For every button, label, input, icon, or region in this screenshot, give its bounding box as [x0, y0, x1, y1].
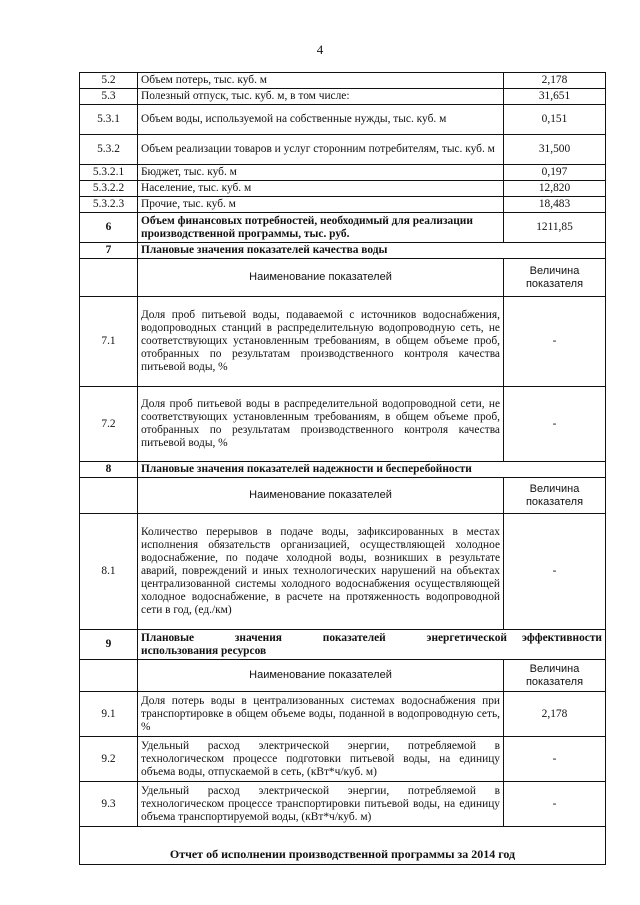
row-number: 5.3.1	[80, 105, 138, 135]
section-title-line1-tail: эффективности	[521, 631, 602, 644]
table-row	[80, 89, 606, 105]
row-number: 5.3.2.1	[80, 165, 138, 181]
column-header-name: Наименование показателей	[138, 660, 504, 692]
row-number: 7.2	[80, 387, 138, 462]
row-value: -	[504, 514, 606, 630]
row-value: 2,178	[504, 73, 606, 89]
row-text: Прочие, тыс. куб. м	[138, 197, 504, 213]
row-number: 9.3	[80, 782, 138, 827]
row-number: 5.3.2.2	[80, 181, 138, 197]
table-row	[80, 387, 606, 462]
row-value: 0,197	[504, 165, 606, 181]
row-text: Полезный отпуск, тыс. куб. м, в том числе:	[138, 89, 504, 105]
table-row	[80, 73, 606, 89]
column-header-name: Наименование показателей	[138, 259, 504, 297]
row-text: Доля проб питьевой воды в распределительной водопроводной сети, не соответствующих установленным требованиям, в общем объеме проб, отобранных по результатам производственного контроля качества питьевой воды, %	[138, 387, 504, 462]
section-title: Плановые значения показателей надежности и бесперебойности	[138, 462, 606, 478]
row-number: 6	[80, 213, 138, 243]
row-value: 1211,85	[504, 213, 606, 243]
footer-row	[80, 827, 606, 865]
row-value: -	[504, 737, 606, 782]
section-heading-row	[80, 462, 606, 478]
section-number: 7	[80, 243, 138, 259]
section-title-line2: использования ресурсов	[141, 644, 267, 657]
empty-cell	[80, 259, 138, 297]
row-value: -	[504, 297, 606, 387]
row-text: Количество перерывов в подаче воды, зафиксированных в местах исполнения обязательств организацией, осуществляющей холодное водоснабжение, по подаче холодной воды, возникших в результате аварий, повреждений и иных технологических нарушений на объектах централизованной системы холодного водоснабжения осуществляющей холодное водоснабжение, в расчете на протяженность водопроводной сети в год, (ед./км)	[138, 514, 504, 630]
table-row	[80, 692, 606, 737]
row-number: 8.1	[80, 514, 138, 630]
column-header-value: Величина показателя	[504, 478, 606, 514]
report-title: Отчет об исполнении производственной программы за 2014 год	[169, 847, 516, 861]
section-title-line1: Плановые значения показателей энергетической	[141, 631, 507, 644]
row-number: 7.1	[80, 297, 138, 387]
row-value: -	[504, 387, 606, 462]
footer-cell	[80, 827, 606, 865]
row-number: 5.2	[80, 73, 138, 89]
row-text: Население, тыс. куб. м	[138, 181, 504, 197]
section-title	[138, 630, 606, 660]
table-row	[80, 197, 606, 213]
column-header-row	[80, 660, 606, 692]
row-text: Объем потерь, тыс. куб. м	[138, 73, 504, 89]
column-header-value: Величина показателя	[504, 660, 606, 692]
table-row	[80, 782, 606, 827]
table-row	[80, 165, 606, 181]
table-row	[80, 135, 606, 165]
table-row	[80, 737, 606, 782]
empty-cell	[80, 660, 138, 692]
row-number: 5.3	[80, 89, 138, 105]
column-header-row	[80, 259, 606, 297]
row-value: 0,151	[504, 105, 606, 135]
row-text: Доля потерь воды в централизованных системах водоснабжения при транспортировке в общем объеме воды, поданной в водопроводную сеть, %	[138, 692, 504, 737]
column-header-row	[80, 478, 606, 514]
row-number: 9.1	[80, 692, 138, 737]
section-title: Плановые значения показателей качества воды	[138, 243, 606, 259]
row-value: -	[504, 782, 606, 827]
column-header-value: Величина показателя	[504, 259, 606, 297]
row-text: Объем воды, используемой на собственные нужды, тыс. куб. м	[138, 105, 504, 135]
section-number: 8	[80, 462, 138, 478]
row-number: 9.2	[80, 737, 138, 782]
program-table-wrap	[79, 72, 605, 861]
row-text: Доля проб питьевой воды, подаваемой с источников водоснабжения, водопроводных станций в распределительную водопроводную сеть, не соответствующих установленным требованиям, в общем объеме проб, отобранных по результатам производственного контроля качества питьевой воды, %	[138, 297, 504, 387]
row-text: Бюджет, тыс. куб. м	[138, 165, 504, 181]
table-row	[80, 297, 606, 387]
table-row	[80, 181, 606, 197]
row-value: 31,651	[504, 89, 606, 105]
row-value: 12,820	[504, 181, 606, 197]
column-header-name: Наименование показателей	[138, 478, 504, 514]
row-text: Объем реализации товаров и услуг сторонним потребителям, тыс. куб. м	[138, 135, 504, 165]
section-heading-row	[80, 630, 606, 660]
program-table	[79, 72, 606, 865]
table-row	[80, 514, 606, 630]
row-text: Удельный расход электрической энергии, потребляемой в технологическом процессе транспортировки питьевой воды, на единицу объема транспортируемой воды, (кВт*ч/куб. м)	[138, 782, 504, 827]
row-value: 18,483	[504, 197, 606, 213]
table-row	[80, 105, 606, 135]
row-number: 5.3.2.3	[80, 197, 138, 213]
row-value: 2,178	[504, 692, 606, 737]
row-text: Объем финансовых потребностей, необходимый для реализации производственной программы, тыс. руб.	[138, 213, 504, 243]
empty-cell	[80, 478, 138, 514]
section-number: 9	[80, 630, 138, 660]
section-heading-row	[80, 243, 606, 259]
row-text: Удельный расход электрической энергии, потребляемой в технологическом процессе подготовки питьевой воды, на единицу объема воды, отпускаемой в сеть, (кВт*ч/куб. м)	[138, 737, 504, 782]
row-number: 5.3.2	[80, 135, 138, 165]
row-value: 31,500	[504, 135, 606, 165]
page-number: 4	[316, 42, 324, 57]
table-row-financial	[80, 213, 606, 243]
